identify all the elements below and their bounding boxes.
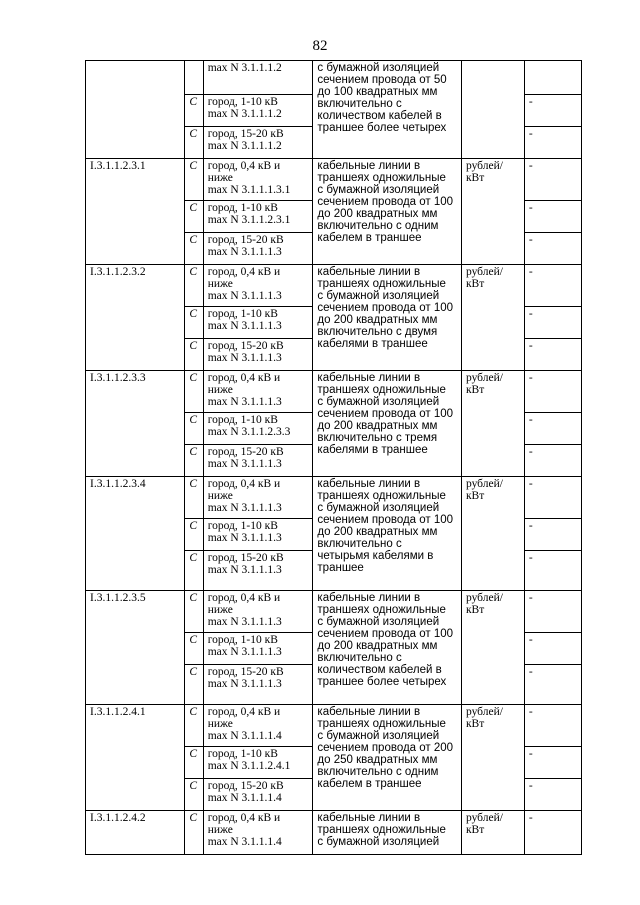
area-cell [203, 747, 313, 779]
area-cell [203, 127, 313, 159]
description-line: кабельные линии в [317, 372, 421, 384]
area-line: max N 3.1.1.2.4.1 [207, 760, 291, 772]
area-cell [203, 705, 313, 747]
category-cell: С [185, 159, 203, 201]
value-cell: - [524, 633, 581, 665]
description-line: сечением провода от 200 [317, 742, 454, 754]
description-cell [313, 61, 462, 159]
area-cell [203, 445, 313, 477]
area-line: город, 1-10 кВ [207, 414, 278, 426]
description-line: кабелем в траншее [317, 232, 422, 244]
table-row [86, 159, 582, 201]
code-cell: I.3.1.1.2.4.1 [86, 705, 185, 811]
category-cell: С [185, 519, 203, 551]
area-line: max N 3.1.1.1.3 [207, 616, 282, 628]
category-cell: С [185, 307, 203, 339]
unit-cell: рублей/кВт [461, 705, 524, 811]
unit-cell: рублей/кВт [461, 159, 524, 265]
area-line: город, 0,4 кВ и [207, 160, 281, 172]
category-cell: С [185, 591, 203, 633]
value-cell: - [524, 307, 581, 339]
description-line: до 200 квадратных мм [317, 314, 438, 326]
area-line: ниже [207, 824, 233, 836]
tariff-table-body [86, 61, 582, 855]
description-line: сечением провода от 100 [317, 302, 454, 314]
description-line: кабельные линии в [317, 478, 421, 490]
table-row [86, 811, 582, 855]
area-line: ниже [207, 278, 233, 290]
area-line: город, 15-20 кВ [207, 780, 284, 792]
table-row [86, 477, 582, 519]
description-line: траншеях одножильные [317, 824, 446, 836]
value-cell: - [524, 747, 581, 779]
area-line: город, 0,4 кВ и [207, 592, 281, 604]
description-cell [313, 371, 462, 477]
description-cell [313, 811, 462, 855]
description-line: включительно с одним [317, 220, 439, 232]
category-cell: С [185, 445, 203, 477]
table-row [86, 61, 582, 95]
area-line: город, 1-10 кВ [207, 634, 278, 646]
value-cell: - [524, 265, 581, 307]
area-line: max N 3.1.1.1.3 [207, 532, 282, 544]
description-line: с бумажной изоляцией [317, 502, 440, 514]
description-line: траншеях одножильные [317, 278, 446, 290]
category-cell: С [185, 705, 203, 747]
value-cell: - [524, 705, 581, 747]
description-line: количеством кабелей в [317, 110, 442, 122]
area-line: город, 1-10 кВ [207, 96, 278, 108]
area-cell [203, 633, 313, 665]
description-line: четырьмя кабелями в [317, 550, 434, 562]
category-cell: С [185, 633, 203, 665]
area-line: max N 3.1.1.1.4 [207, 792, 282, 804]
description-line: траншее более четырех [317, 122, 447, 134]
area-cell [203, 95, 313, 127]
description-line: сечением провода от 50 [317, 74, 447, 86]
value-cell: - [524, 233, 581, 265]
area-line: город, 15-20 кВ [207, 552, 284, 564]
page-number: 82 [312, 38, 328, 54]
description-cell [313, 265, 462, 371]
area-line: max N 3.1.1.1.3 [207, 352, 282, 364]
description-line: траншеях одножильные [317, 384, 446, 396]
description-line: траншее более четырех [317, 676, 447, 688]
description-cell [313, 477, 462, 591]
category-cell: С [185, 95, 203, 127]
area-cell [203, 811, 313, 855]
area-cell [203, 591, 313, 633]
description-line: кабельные линии в [317, 266, 421, 278]
description-line: кабельные линии в [317, 706, 421, 718]
area-line: max N 3.1.1.1.3 [207, 646, 282, 658]
description-line: до 100 квадратных мм [317, 86, 438, 98]
area-line: max N 3.1.1.1.3 [207, 458, 282, 470]
area-cell [203, 159, 313, 201]
category-cell [185, 61, 203, 95]
area-line: ниже [207, 604, 233, 616]
description-line: сечением провода от 100 [317, 408, 454, 420]
category-cell: С [185, 371, 203, 413]
category-cell: С [185, 665, 203, 705]
value-cell: - [524, 95, 581, 127]
value-cell: - [524, 779, 581, 811]
area-line: max N 3.1.1.1.4 [207, 836, 282, 848]
area-cell [203, 551, 313, 591]
area-line: max N 3.1.1.1.3 [207, 502, 282, 514]
description-line: до 200 квадратных мм [317, 526, 438, 538]
area-line: ниже [207, 172, 233, 184]
description-line: с бумажной изоляцией [317, 184, 440, 196]
value-cell: - [524, 551, 581, 591]
area-cell [203, 61, 313, 95]
area-line: город, 1-10 кВ [207, 308, 278, 320]
area-line: max N 3.1.1.1.2 [207, 62, 282, 74]
value-cell: - [524, 445, 581, 477]
category-cell: С [185, 779, 203, 811]
area-cell [203, 519, 313, 551]
description-line: сечением провода от 100 [317, 514, 454, 526]
area-line: город, 0,4 кВ и [207, 266, 281, 278]
area-line: город, 0,4 кВ и [207, 706, 281, 718]
description-line: траншеях одножильные [317, 172, 446, 184]
area-cell [203, 307, 313, 339]
category-cell: С [185, 127, 203, 159]
description-line: включительно с [317, 98, 402, 110]
area-cell [203, 233, 313, 265]
area-line: max N 3.1.1.2.3.3 [207, 426, 291, 438]
value-cell: - [524, 371, 581, 413]
area-line: max N 3.1.1.1.2 [207, 140, 282, 152]
code-cell: I.3.1.1.2.3.1 [86, 159, 185, 265]
category-cell: С [185, 811, 203, 855]
description-line: с бумажной изоляцией [317, 396, 440, 408]
category-cell: С [185, 477, 203, 519]
description-line: кабельные линии в [317, 160, 421, 172]
area-line: ниже [207, 490, 233, 502]
description-line: сечением провода от 100 [317, 628, 454, 640]
area-line: max N 3.1.1.1.4 [207, 730, 282, 742]
area-line: город, 15-20 кВ [207, 234, 284, 246]
description-cell [313, 705, 462, 811]
description-cell [313, 159, 462, 265]
description-line: траншее [317, 562, 364, 574]
category-cell: С [185, 265, 203, 307]
category-cell: С [185, 339, 203, 371]
value-cell: - [524, 339, 581, 371]
area-line: max N 3.1.1.1.3 [207, 564, 282, 576]
description-line: траншеях одножильные [317, 490, 446, 502]
description-line: включительно с [317, 652, 402, 664]
area-cell [203, 477, 313, 519]
area-cell [203, 265, 313, 307]
table-row [86, 591, 582, 633]
description-line: кабелями в траншее [317, 444, 428, 456]
code-cell: I.3.1.1.2.3.4 [86, 477, 185, 591]
unit-cell: рублей/кВт [461, 265, 524, 371]
tariff-table [85, 60, 582, 855]
description-line: с бумажной изоляцией [317, 62, 440, 74]
description-line: количеством кабелей в [317, 664, 442, 676]
description-line: кабелями в траншее [317, 338, 428, 350]
value-cell: - [524, 591, 581, 633]
description-line: с бумажной изоляцией [317, 836, 440, 848]
description-line: с бумажной изоляцией [317, 290, 440, 302]
code-cell: I.3.1.1.2.3.2 [86, 265, 185, 371]
description-line: кабельные линии в [317, 812, 421, 824]
value-cell: - [524, 665, 581, 705]
area-line: ниже [207, 384, 233, 396]
description-line: кабельные линии в [317, 592, 421, 604]
area-line: ниже [207, 718, 233, 730]
area-cell [203, 201, 313, 233]
description-line: сечением провода от 100 [317, 196, 454, 208]
area-line: max N 3.1.1.1.3 [207, 246, 282, 258]
category-cell: С [185, 201, 203, 233]
area-line: город, 15-20 кВ [207, 340, 284, 352]
description-line: до 200 квадратных мм [317, 208, 438, 220]
area-cell [203, 779, 313, 811]
value-cell: - [524, 201, 581, 233]
code-cell: I.3.1.1.2.3.3 [86, 371, 185, 477]
description-line: включительно с одним [317, 766, 439, 778]
table-row [86, 371, 582, 413]
description-cell [313, 591, 462, 705]
area-line: город, 1-10 кВ [207, 202, 278, 214]
area-line: max N 3.1.1.1.3 [207, 678, 282, 690]
value-cell: - [524, 811, 581, 855]
area-line: max N 3.1.1.1.3 [207, 396, 282, 408]
table-row [86, 705, 582, 747]
description-line: с бумажной изоляцией [317, 730, 440, 742]
description-line: включительно с [317, 538, 402, 550]
value-cell: - [524, 477, 581, 519]
description-line: включительно с тремя [317, 432, 438, 444]
area-line: город, 0,4 кВ и [207, 372, 281, 384]
value-cell: - [524, 127, 581, 159]
description-line: траншеях одножильные [317, 604, 446, 616]
area-cell [203, 371, 313, 413]
description-line: кабелем в траншее [317, 778, 422, 790]
description-line: до 200 квадратных мм [317, 420, 438, 432]
area-line: город, 1-10 кВ [207, 520, 278, 532]
unit-cell: рублей/кВт [461, 371, 524, 477]
area-line: город, 0,4 кВ и [207, 478, 281, 490]
area-line: max N 3.1.1.2.3.1 [207, 214, 291, 226]
area-line: max N 3.1.1.1.2 [207, 108, 282, 120]
value-cell [524, 61, 581, 95]
category-cell: С [185, 747, 203, 779]
category-cell: С [185, 551, 203, 591]
value-cell: - [524, 159, 581, 201]
area-cell [203, 665, 313, 705]
area-line: город, 15-20 кВ [207, 666, 284, 678]
category-cell: С [185, 413, 203, 445]
area-line: max N 3.1.1.1.3.1 [207, 184, 291, 196]
area-line: город, 15-20 кВ [207, 446, 284, 458]
value-cell: - [524, 413, 581, 445]
area-line: город, 0,4 кВ и [207, 812, 281, 824]
area-line: max N 3.1.1.1.3 [207, 290, 282, 302]
code-cell: I.3.1.1.2.4.2 [86, 811, 185, 855]
unit-cell: рублей/кВт [461, 811, 524, 855]
category-cell: С [185, 233, 203, 265]
area-line: город, 1-10 кВ [207, 748, 278, 760]
description-line: включительно с двумя [317, 326, 438, 338]
unit-cell: рублей/кВт [461, 591, 524, 705]
area-cell [203, 413, 313, 445]
description-line: с бумажной изоляцией [317, 616, 440, 628]
code-cell [86, 61, 185, 159]
value-cell: - [524, 519, 581, 551]
description-line: траншеях одножильные [317, 718, 446, 730]
area-cell [203, 339, 313, 371]
area-line: max N 3.1.1.1.3 [207, 320, 282, 332]
code-cell: I.3.1.1.2.3.5 [86, 591, 185, 705]
table-row [86, 265, 582, 307]
description-line: до 200 квадратных мм [317, 640, 438, 652]
unit-cell: рублей/кВт [461, 477, 524, 591]
description-line: до 250 квадратных мм [317, 754, 438, 766]
unit-cell [461, 61, 524, 159]
area-line: город, 15-20 кВ [207, 128, 284, 140]
